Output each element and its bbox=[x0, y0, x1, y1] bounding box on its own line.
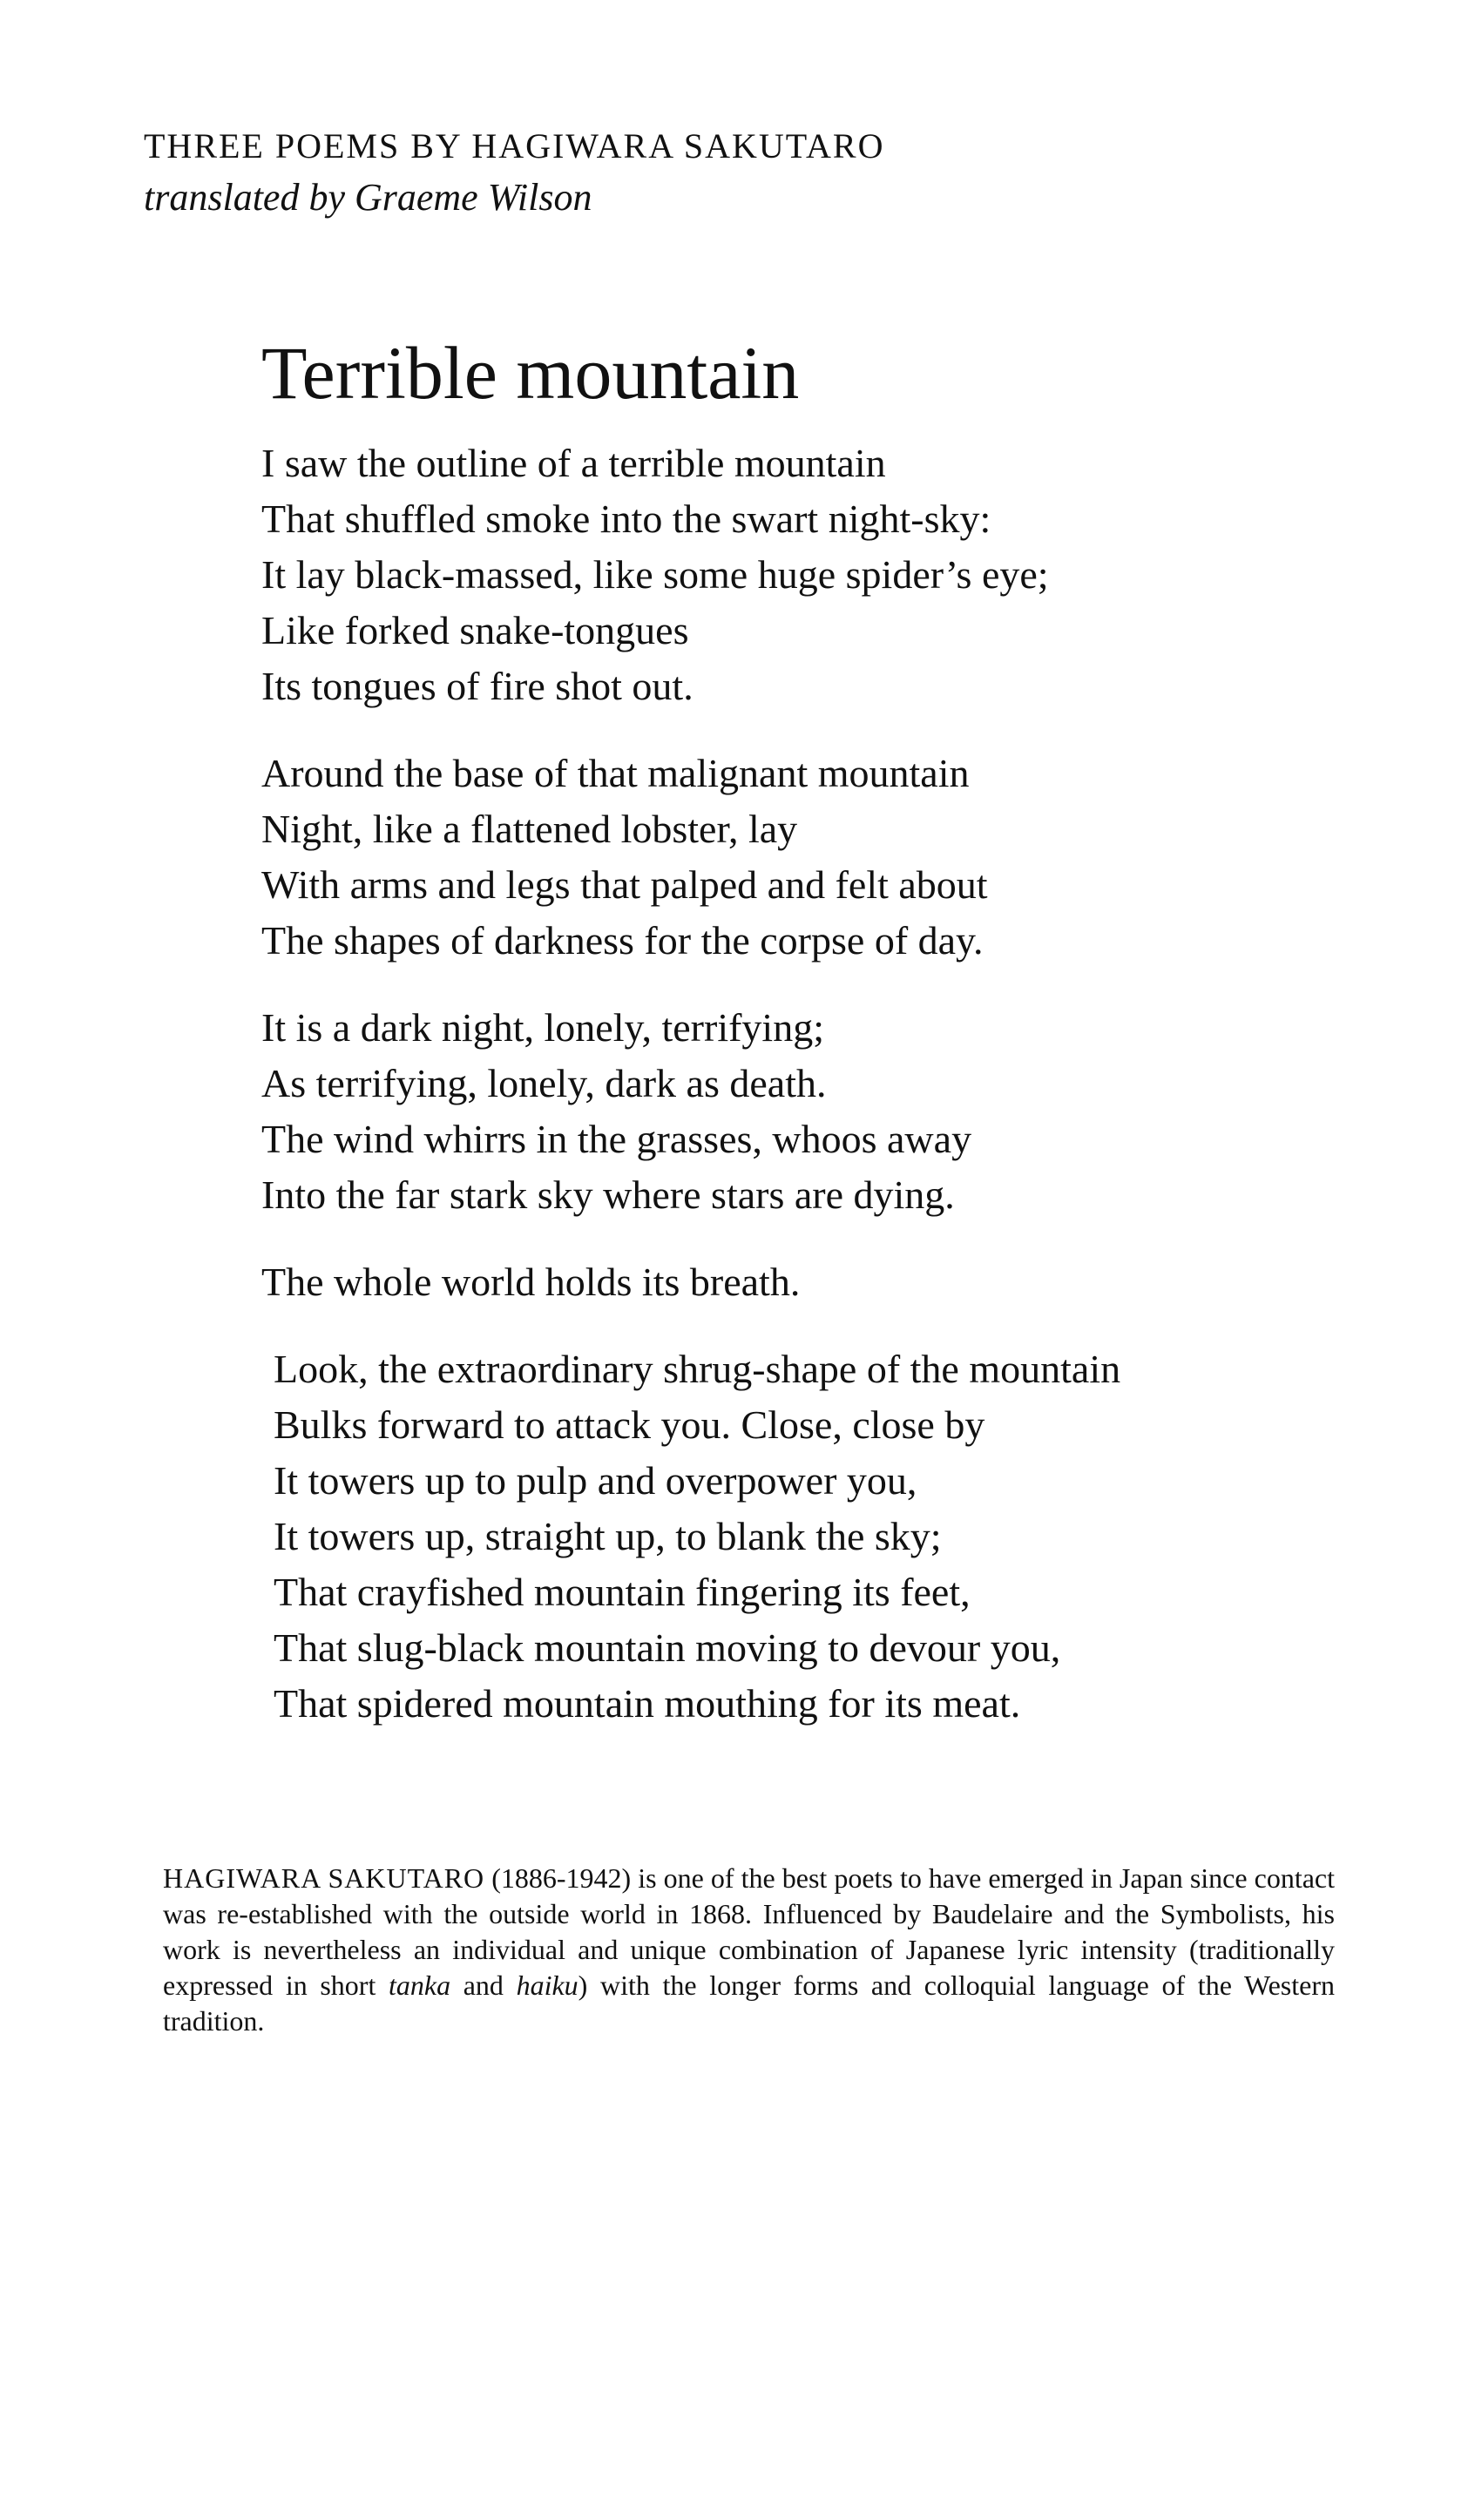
bio-term-tanka: tanka bbox=[388, 1969, 451, 2001]
poem-line: That spidered mountain mouthing for its meat. bbox=[274, 1681, 1021, 1726]
bio-term-haiku: haiku bbox=[516, 1969, 578, 2001]
poem-line: Look, the extraordinary shrug-shape of the mountain bbox=[274, 1347, 1121, 1391]
poem-line: As terrifying, lonely, dark as death. bbox=[261, 1061, 827, 1105]
bio-text: and bbox=[450, 1969, 517, 2001]
poem-line: That crayfished mountain fingering its feet, bbox=[274, 1570, 971, 1614]
poem-line: The shapes of darkness for the corpse of day. bbox=[261, 918, 984, 963]
translator-credit: translated by Graeme Wilson bbox=[144, 176, 592, 219]
stanza-4 bbox=[261, 1254, 1350, 1310]
poem-line: It towers up to pulp and overpower you, bbox=[274, 1458, 917, 1503]
poem-line: I saw the outline of a terrible mountain bbox=[261, 441, 886, 485]
poem-line: The wind whirrs in the grasses, whoos away bbox=[261, 1117, 972, 1161]
bio-author-name: HAGIWARA SAKUTARO bbox=[163, 1862, 485, 1894]
page-header bbox=[144, 122, 884, 225]
poem bbox=[261, 329, 1350, 1763]
poem-title: Terrible mountain bbox=[261, 331, 800, 415]
bio-text: ) with the longer forms and colloquial language of the Western tradition. bbox=[163, 1969, 1335, 2037]
poem-line: Like forked snake-tongues bbox=[261, 608, 689, 652]
poem-line: That slug-black mountain moving to devour you, bbox=[274, 1625, 1061, 1670]
poem-line: Into the far stark sky where stars are dying. bbox=[261, 1172, 955, 1217]
collection-title: THREE POEMS BY HAGIWARA SAKUTARO bbox=[144, 126, 885, 166]
stanza-3 bbox=[261, 1000, 1350, 1223]
stanza-2 bbox=[261, 746, 1350, 969]
poem-line: It is a dark night, lonely, terrifying; bbox=[261, 1005, 824, 1050]
poem-line: It towers up, straight up, to blank the sky; bbox=[274, 1514, 942, 1558]
stanza-5 bbox=[261, 1341, 1350, 1732]
poem-line: With arms and legs that palped and felt about bbox=[261, 862, 988, 907]
poem-line: The whole world holds its breath. bbox=[261, 1260, 801, 1304]
poem-line: Bulks forward to attack you. Close, close by bbox=[274, 1402, 985, 1447]
poem-line: That shuffled smoke into the swart night-sky: bbox=[261, 497, 991, 541]
poem-line: It lay black-massed, like some huge spider’s eye; bbox=[261, 552, 1049, 597]
poem-line: Night, like a flattened lobster, lay bbox=[261, 807, 798, 851]
poem-line: Around the base of that malignant mountain bbox=[261, 751, 970, 795]
poem-line: Its tongues of fire shot out. bbox=[261, 664, 694, 708]
stanza-1 bbox=[261, 436, 1350, 714]
bio-text: (1886-1942) is one of the best poets to have emerged in Japan since contact was re-established with the outside world in 1868. Influenced by Baudelaire and the Symbolists, his work is nevertheless an individual and unique combination of Japanese lyric intensity (traditionally expressed in short bbox=[163, 1862, 1336, 2001]
author-bio bbox=[163, 1861, 1335, 2039]
